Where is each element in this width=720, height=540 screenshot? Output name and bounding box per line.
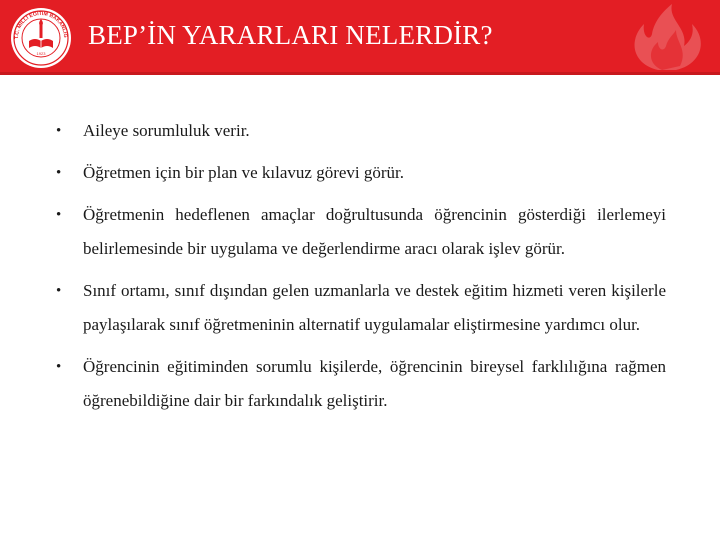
bullet-marker: • xyxy=(56,123,62,139)
slide-header xyxy=(0,0,720,72)
bullet-text: Öğretmen için bir plan ve kılavuz görevi görür. xyxy=(83,163,405,182)
list-item xyxy=(56,114,666,148)
bullet-text: Öğrencinin eğitiminden sorumlu kişilerde, öğrencinin bireysel farklılığına rağmen öğrenebildiğine dair bir farkındalık geliştirir. xyxy=(83,357,666,410)
page-title: BEP’İN YARARLARI NELERDİR? xyxy=(88,20,493,50)
bullet-text: Öğretmenin hedeflenen amaçlar doğrultusunda öğrencinin gösterdiği ilerlemeyi belirlemesinde bir uygulama ve değerlendirme aracı olarak işlev görür. xyxy=(83,205,666,258)
list-item xyxy=(56,198,666,266)
bullet-marker: • xyxy=(56,283,62,299)
svg-text:1923: 1923 xyxy=(36,51,46,56)
ministry-emblem-icon xyxy=(10,7,72,69)
bullet-marker: • xyxy=(56,207,62,223)
bullet-text: Aileye sorumluluk verir. xyxy=(83,121,250,140)
svg-text:T.C. MİLLÎ EĞİTİM BAKANLIĞI: T.C. MİLLÎ EĞİTİM BAKANLIĞ xyxy=(13,10,69,40)
list-item xyxy=(56,350,666,418)
list-item xyxy=(56,274,666,342)
flame-icon xyxy=(618,4,714,70)
bullet-text: Sınıf ortamı, sınıf dışından gelen uzmanlarla ve destek eğitim hizmeti veren kişilerle paylaşılarak sınıf öğretmeninin alternatif uygulamalar eliştirmesine yardımcı olur. xyxy=(83,281,666,334)
bullet-marker: • xyxy=(56,359,62,375)
bullet-list xyxy=(56,114,666,426)
header-divider xyxy=(0,72,720,75)
list-item xyxy=(56,156,666,190)
bullet-marker: • xyxy=(56,165,62,181)
